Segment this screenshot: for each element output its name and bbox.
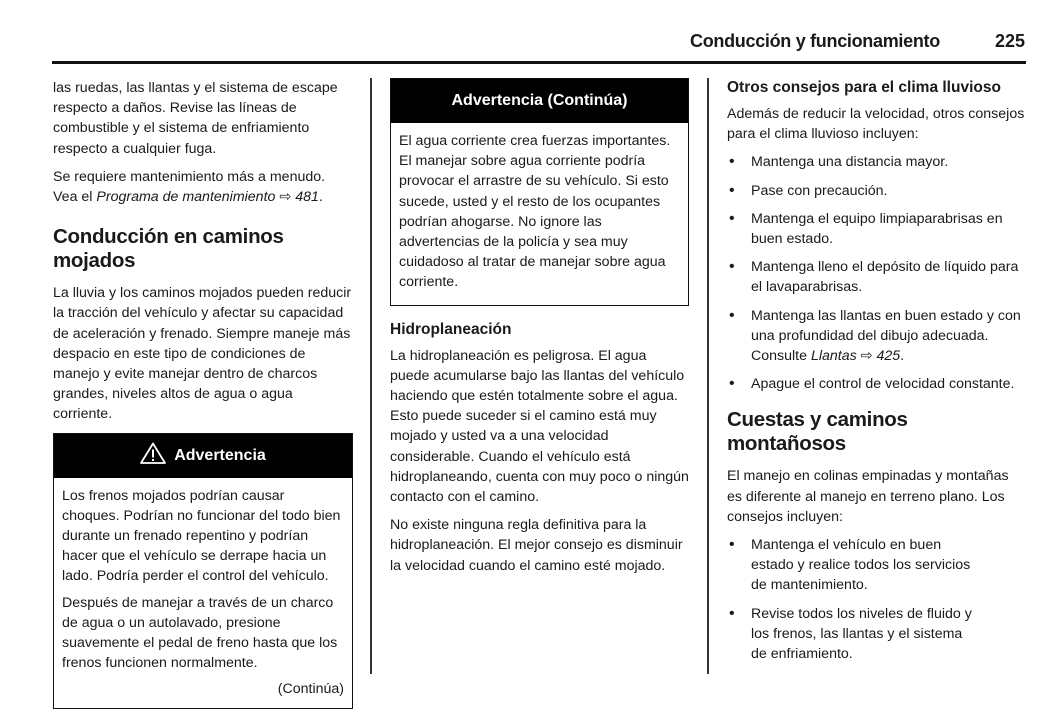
list-item-tires bbox=[727, 306, 1025, 367]
warning-paragraph-2: Después de manejar a través de un charco de agua o un autolavado, presione suavemente el pedal de freno hasta que los frenos funcionen normalmente. bbox=[62, 594, 338, 672]
warning-continued-header: Advertencia (Continúa) bbox=[391, 79, 688, 123]
subheading-rainy-tips: Otros consejos para el clima lluvioso bbox=[727, 79, 1001, 96]
maintenance-schedule-link[interactable] bbox=[96, 189, 318, 205]
warning-box bbox=[53, 433, 353, 709]
maintenance-text: Se requiere mantenimiento más a menudo. Vea el bbox=[53, 168, 326, 206]
list-item: • Pase con precaución. bbox=[727, 181, 1025, 201]
warning-continued-body bbox=[391, 123, 688, 305]
maintenance-schedule-page: 481 bbox=[295, 189, 319, 206]
column-3 bbox=[727, 78, 1025, 672]
column-divider-1 bbox=[370, 78, 372, 674]
warning-title: Advertencia bbox=[174, 446, 266, 464]
header-rule bbox=[52, 61, 1026, 64]
hills-intro: El manejo en colinas empinadas y montañas es diferente al manejo en terreno plano. Los consejos incluyen: bbox=[727, 468, 1009, 525]
warning-continued-paragraph: El agua corriente crea fuerzas importantes. El manejar sobre agua corriente podría provocar el arrastre de su vehículo. Si esto sucede, usted y el resto de los ocupantes podrían ahogarse. No ignore las advertencias de la policía y sea muy cuidadoso al tratar de manejar sobre agua corriente. bbox=[399, 133, 671, 291]
tires-end: . bbox=[900, 348, 905, 365]
page-ref-arrow-icon: ⇨ bbox=[860, 348, 873, 365]
warning-body bbox=[54, 478, 352, 708]
continued-label: (Continúa) bbox=[277, 681, 344, 698]
hydroplaning-paragraph-2: No existe ninguna regla definitiva para la hidroplaneación. El mejor consejo es disminuir la velocidad cuando el camino esté mojado. bbox=[390, 517, 683, 574]
maintenance-schedule-ref: Programa de mantenimiento bbox=[96, 189, 276, 206]
list-item: • Apague el control de velocidad constante. bbox=[727, 374, 1025, 394]
list-item: • Mantenga el equipo limpiaparabrisas en buen estado. bbox=[727, 209, 1025, 249]
rainy-tips-intro: Además de reducir la velocidad, otros consejos para el clima lluvioso incluyen: bbox=[727, 106, 1025, 143]
tires-link[interactable] bbox=[811, 348, 900, 364]
section-heading-wet-roads: Conducción en caminos mojados bbox=[53, 225, 284, 273]
intro-paragraph: las ruedas, las llantas y el sistema de escape respecto a daños. Revise las líneas de combustible y el sistema de enfriamiento respecto a cualquier fuga. bbox=[53, 80, 338, 157]
hydroplaning-paragraph-1: La hidroplaneación es peligrosa. El agua puede acumularse bajo las llantas del vehículo haciendo que estén totalmente sobre el agua. Esto puede suceder si el camino está muy mojado y usted va a una velocidad considerable. Cuando el vehículo está hidroplaneando, cuenta con muy poco o ningún contacto con el camino. bbox=[390, 347, 689, 506]
section-heading-hills: Cuestas y caminos montañosos bbox=[727, 408, 908, 456]
warning-continued-box bbox=[390, 78, 689, 306]
hills-tips-list bbox=[727, 535, 1025, 664]
rainy-tips-list bbox=[727, 152, 1025, 394]
subheading-hydroplaning: Hidroplaneación bbox=[390, 320, 512, 338]
warning-paragraph-1: Los frenos mojados podrían causar choques. Podrían no funcionar del todo bien durante un frenado repentino y podrían hacer que el vehículo se derrape hacia un lado. Podría perder el control del vehículo. bbox=[62, 487, 341, 585]
list-item: • Mantenga una distancia mayor. bbox=[727, 152, 1025, 172]
page-ref-arrow-icon: ⇨ bbox=[279, 189, 292, 206]
warning-triangle-icon bbox=[140, 442, 166, 464]
column-2 bbox=[390, 78, 689, 584]
maintenance-paragraph bbox=[53, 167, 353, 207]
tires-page: 425 bbox=[876, 348, 901, 365]
page-number: 225 bbox=[994, 31, 1025, 51]
column-divider-2 bbox=[707, 78, 709, 674]
warning-header bbox=[54, 434, 352, 478]
running-header-title: Conducción y funcionamiento bbox=[690, 31, 940, 51]
tires-ref-prefix: Consulte bbox=[751, 348, 811, 365]
tires-ref: Llantas bbox=[810, 348, 857, 365]
list-item: • Mantenga lleno el depósito de líquido para el lavaparabrisas. bbox=[727, 257, 1025, 297]
column-1 bbox=[53, 78, 353, 719]
list-item: • Mantenga el vehículo en buen estado y realice todos los servicios de mantenimiento. bbox=[727, 535, 981, 596]
list-item: • Revise todos los niveles de fluido y los frenos, las llantas y el sistema de enfriamiento. bbox=[727, 604, 981, 665]
wet-roads-paragraph: La lluvia y los caminos mojados pueden reducir la tracción del vehículo y afectar su capacidad de aceleración y frenado. Siempre maneje más despacio en este tipo de condiciones de manejo y evite manejar dentro de charcos grandes, niveles altos de agua o agua corriente. bbox=[53, 285, 352, 423]
maintenance-end: . bbox=[318, 189, 323, 206]
tires-text: Mantenga las llantas en buen estado y con una profundidad del dibujo adecuada. bbox=[751, 307, 1021, 344]
